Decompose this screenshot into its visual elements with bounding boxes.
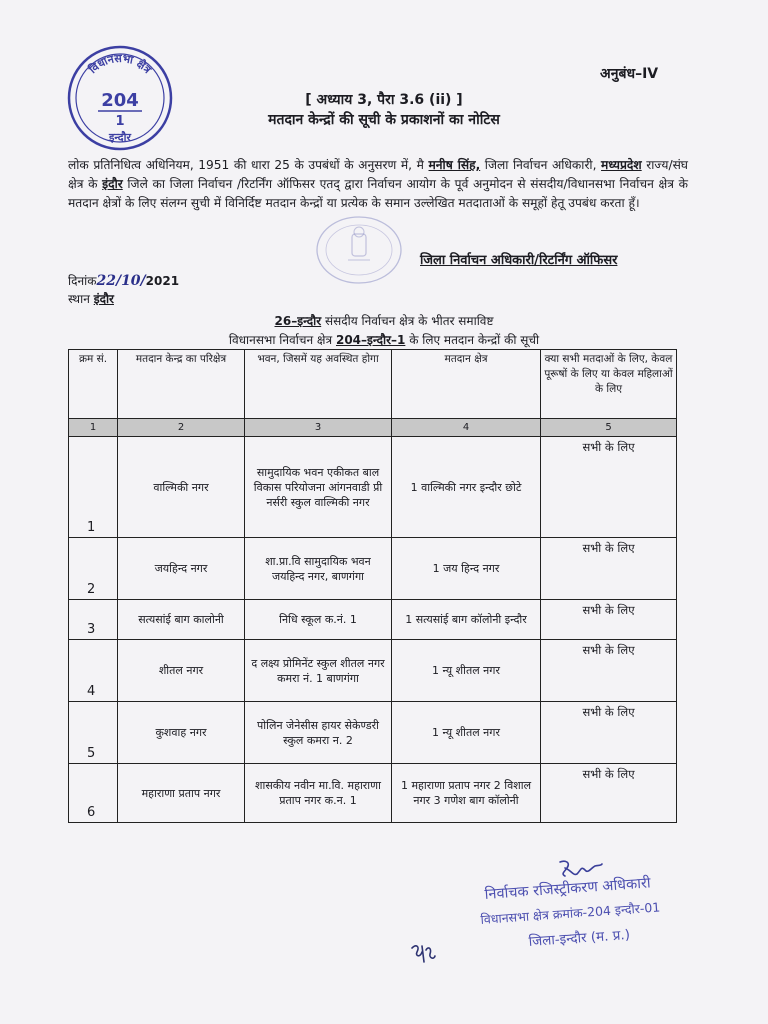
place-line: स्थान इंदौर [68, 292, 114, 306]
notice-paragraph: लोक प्रतिनिधित्व अधिनियम, 1951 की धारा 25 के उपबंधों के अनुसरण में, मै मनीष सिंह, जिला निर्वाचन अधिकारी, मध्यप्रदेश राज्य/संघ क्षेत्र के इंदौर जिले का जिला निर्वाचन /रिटर्निंग ऑफिसर एतद् द्वारा निर्वाचन आयोग के पूर्व अनुमोदन से संसदीय/विधानसभा निर्वाचन क्षेत्र के मतदान क्षेत्रों के लिए संलग्न सुची में विनिर्दिष्ट मतदान केन्द्रों या प्रत्येक के समान उल्लेखित मतदाताओं के समूहों हेतू उपबंध करता हूँ। [68, 158, 689, 210]
officer-designation: जिला निर्वाचन अधिकारी/रिटर्निंग ऑफिसर [420, 253, 618, 268]
voter-category: सभी के लिए [541, 437, 677, 538]
polling-area-name: शीतल नगर [118, 640, 245, 702]
column-header: क्या सभी मतदाओं के लिए, केवल पूरूषों के लिए या केवल महिलाओं के लिए [541, 350, 677, 419]
voter-category: सभी के लिए [541, 702, 677, 764]
assembly-constituency-line: विधानसभा निर्वाचन क्षेत्र 204–इन्दौर–1 के लिए मतदान केन्द्रों की सूची [228, 333, 540, 347]
registration-constituency: विधानसभा क्षेत्र क्रमांक-204 इन्दौर-01 [480, 899, 661, 927]
voter-category: सभी के लिए [541, 600, 677, 640]
polling-region: 1 न्यू शीतल नगर [392, 640, 541, 702]
serial-number: 4 [69, 640, 118, 702]
voter-category: सभी के लिए [541, 764, 677, 823]
column-number: 2 [118, 419, 245, 437]
stamp-city: इन्दौर [109, 131, 131, 144]
serial-number: 6 [69, 764, 118, 823]
stamp-number: 204 [101, 90, 139, 111]
polling-region: 1 सत्यसांई बाग कॉलोनी इन्दौर [392, 600, 541, 640]
serial-number: 3 [69, 600, 118, 640]
table-header-row [69, 350, 677, 419]
polling-region: 1 जय हिन्द नगर [392, 538, 541, 600]
polling-region: 1 न्यू शीतल नगर [392, 702, 541, 764]
column-header: मतदान केन्द्र का परिक्षेत्र [118, 350, 245, 419]
building-name: शा.प्रा.वि सामुदायिक भवन जयहिन्द नगर, बाणगंगा [245, 538, 392, 600]
building-name: सामुदायिक भवन एकीकत बाल विकास परियोजना आंगनवाडी प्री नर्सरी स्कुल वाल्मिकी नगर [245, 437, 392, 538]
table-row [69, 538, 677, 600]
column-number: 3 [245, 419, 392, 437]
polling-area-name: वाल्मिकी नगर [118, 437, 245, 538]
building-name: निधि स्कूल क.नं. 1 [245, 600, 392, 640]
building-name: पोलिन जेनेसीस हायर सेकेण्डरी स्कुल कमरा न. 2 [245, 702, 392, 764]
district-seal-icon [314, 214, 404, 286]
polling-stations-table [68, 349, 677, 823]
table-row [69, 600, 677, 640]
registration-officer-title: निर्वाचक रजिस्ट्रीकरण अधिकारी [484, 875, 652, 903]
stamp-sub-number: 1 [115, 114, 125, 129]
date-line: दिनांक22/10/2021 [68, 273, 180, 289]
polling-area-name: महाराणा प्रताप नगर [118, 764, 245, 823]
column-number: 4 [392, 419, 541, 437]
voter-category: सभी के लिए [541, 538, 677, 600]
building-name: द लक्ष्य प्रोमिनेंट स्कुल शीतल नगर कमरा नं. 1 बाणगंगा [245, 640, 392, 702]
table-row [69, 640, 677, 702]
parliamentary-constituency-line: 26–इन्दौर संसदीय निर्वाचन क्षेत्र के भीतर समाविष्ट [274, 314, 494, 328]
chapter-reference: [ अध्याय 3, पैरा 3.6 (ii) ] [305, 92, 463, 108]
table-row [69, 764, 677, 823]
table-row [69, 437, 677, 538]
notice-title: मतदान केन्द्रों की सूची के प्रकाशनों का नोटिस [268, 112, 500, 128]
polling-area-name: कुशवाह नगर [118, 702, 245, 764]
table-row [69, 702, 677, 764]
serial-number: 5 [69, 702, 118, 764]
voter-category: सभी के लिए [541, 640, 677, 702]
serial-number: 1 [69, 437, 118, 538]
column-header: क्रम सं. [69, 350, 118, 419]
serial-number: 2 [69, 538, 118, 600]
polling-area-name: सत्यसांई बाग कालोनी [118, 600, 245, 640]
polling-region: 1 वाल्मिकी नगर इन्दौर छोटे [392, 437, 541, 538]
column-number: 5 [541, 419, 677, 437]
annex-label: अनुबंध–IV [600, 66, 659, 82]
date-handwritten-day: 22 [96, 273, 116, 289]
column-header: भवन, जिसमें यह अवस्थित होगा [245, 350, 392, 419]
building-name: शासकीय नवीन मा.वि. महाराणा प्रताप नगर क.न. 1 [245, 764, 392, 823]
column-number: 1 [69, 419, 118, 437]
polling-region: 1 महाराणा प्रताप नगर 2 विशाल नगर 3 गणेश बाग कॉलोनी [392, 764, 541, 823]
state-name: मध्यप्रदेश [601, 158, 642, 172]
officer-name: मनीष सिंह, [428, 158, 481, 172]
district-name: इंदौर [102, 177, 123, 191]
signature-icon [408, 938, 438, 968]
polling-area-name: जयहिन्द नगर [118, 538, 245, 600]
stamp-arc-text: विधानसभा क्षेत्र [86, 51, 154, 77]
column-header: मतदान क्षेत्र [392, 350, 541, 419]
registration-district: जिला-इन्दौर (म. प्र.) [528, 926, 631, 950]
column-number-row [69, 419, 677, 437]
